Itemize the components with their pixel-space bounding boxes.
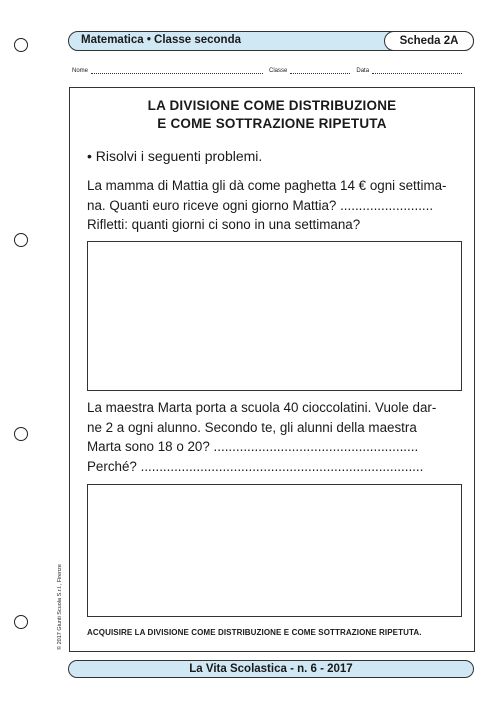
problem-1-line: Rifletti: quanti giorni ci sono in una settimana?	[87, 217, 361, 232]
date-label: Data	[356, 68, 370, 74]
date-field[interactable]	[372, 68, 462, 74]
name-field[interactable]	[91, 68, 263, 74]
problem-1	[87, 176, 463, 235]
worksheet-title-line1: LA DIVISIONE COME DISTRIBUZIONE	[147, 98, 397, 113]
binder-hole	[14, 615, 28, 629]
binder-hole	[14, 427, 28, 441]
problem-2	[87, 398, 463, 476]
copyright-note: © 2017 Giunti Scuola S.r.l., Firenze	[57, 564, 63, 650]
class-field[interactable]	[290, 68, 350, 74]
answer-box-2[interactable]	[87, 484, 462, 617]
student-info-row	[72, 68, 474, 74]
learning-objective: ACQUISIRE LA DIVISIONE COME DISTRIBUZIONE E COME SOTTRAZIONE RIPETUTA.	[87, 628, 422, 637]
instruction: • Risolvi i seguenti problemi.	[87, 148, 263, 164]
problem-1-line: La mamma di Mattia gli dà come paghetta 14 € ogni settima-	[87, 178, 447, 193]
problem-2-line: Perché? ............................................................................	[87, 458, 424, 474]
footer-bar: La Vita Scolastica - n. 6 - 2017	[68, 660, 474, 678]
worksheet-box	[69, 87, 475, 652]
binder-hole	[14, 233, 28, 247]
class-label: Classe	[269, 68, 288, 74]
worksheet-title-line2: E COME SOTTRAZIONE RIPETUTA	[157, 116, 387, 131]
header-bar	[68, 31, 474, 51]
problem-2-line: La maestra Marta porta a scuola 40 cioccolatini. Vuole dar-	[87, 400, 437, 415]
subject-label: Matematica • Classe seconda	[81, 34, 241, 46]
problem-2-line: ne 2 a ogni alunno. Secondo te, gli alunni della maestra	[87, 419, 417, 435]
name-label: Nome	[72, 68, 89, 74]
binder-hole	[14, 38, 28, 52]
problem-1-line: na. Quanti euro riceve ogni giorno Mattia? .........................	[87, 197, 434, 213]
sheet-label: Scheda 2A	[384, 31, 474, 51]
problem-2-line: Marta sono 18 o 20? .......................................................	[87, 439, 419, 454]
answer-box-1[interactable]	[87, 241, 462, 391]
